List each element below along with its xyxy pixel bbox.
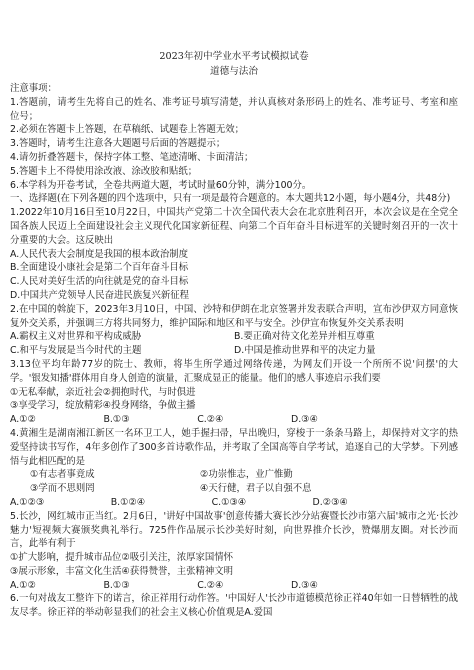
q3-option-c: C.②④ bbox=[197, 414, 224, 426]
q1-option-c: C.人民对美好生活的向往就是党的奋斗目标 bbox=[10, 276, 189, 288]
q5-option-c: C.②④ bbox=[197, 579, 224, 591]
q4-item: ①有志者事竟成 bbox=[30, 469, 95, 481]
note-item: 1.答题前，请考生先将自己的姓名、准考证号填写清楚，并认真核对条形码上的姓名、准考证号、考室和座位号； bbox=[10, 96, 458, 122]
q4-item: ③学而不思则罔 bbox=[30, 483, 95, 495]
question-2-stem: 2.在中国的斡旋下，2023年3月10日，中国、沙特和伊朗在北京签署并发表联合声明，宣布沙伊双方同意恢复外交关系，并强调三方将共同努力，维护国际和地区和平与安全。沙伊宣布恢复外交关系表明 bbox=[10, 303, 458, 329]
q2-option-c: C.和平与发展是当今时代的主题 bbox=[10, 345, 142, 357]
q5-option-a: A.①② bbox=[10, 579, 37, 591]
note-item: 2.必须在答题卡上答题，在草稿纸、试题卷上答题无效； bbox=[10, 124, 244, 136]
q3-item-row: ③享受学习，绽放精彩④投身网络，争做主播 bbox=[10, 400, 196, 412]
q4-options bbox=[10, 496, 458, 510]
q1-option-b: B.全面建设小康社会是第二个百年奋斗目标 bbox=[10, 262, 189, 274]
note-item: 3.答题时，请考生注意各大题题号后面的答题提示； bbox=[10, 138, 226, 150]
note-item: 5.答题卡上不得使用涂改液、涂改胶和贴纸； bbox=[10, 165, 198, 177]
question-5-stem: 5.长沙，网红城市正当红。2月6日，'讲好中国故事'创意传播大赛长沙分站赛暨长沙市第六届'城市之光·长沙魅力'短视频大赛颁奖典礼举行。725件作品展示长沙美好时刻，向世界推介长沙，赞爆朋友圈。对长沙而言，此举有利于 bbox=[10, 510, 458, 550]
note-item: 4.请勿折叠答题卡，保持字体工整、笔迹清晰、卡面清洁； bbox=[10, 151, 254, 163]
q4-item: ④天行健，君子以自强不息 bbox=[200, 483, 312, 495]
q4-items-row bbox=[10, 468, 458, 482]
q1-option-a: A.人民代表大会制度是我国的根本政治制度 bbox=[10, 248, 188, 260]
q5-options bbox=[10, 579, 458, 593]
q3-option-d: D.③④ bbox=[290, 414, 318, 426]
q3-item-row: ①无私奉献，亲近社会②拥抱时代，与时俱进 bbox=[10, 386, 196, 398]
question-4-stem: 4.黄湘生是湖南湘江新区一名环卫工人，她手握扫帚，早出晚归，穿梭于一条条马路上，却保持对文字的热爱坚持读书写作，4年多创作了300多首诗歌作品，并考取了全国高等自学考试，追逐自己的大学梦。下列感悟与此相匹配的是 bbox=[10, 427, 458, 467]
question-3-stem: 3.13位平均年龄77岁的院士、教师，将毕生所学通过网络传递，为网友们开设一个所所不说'问摆'的大学。'银发知播'群体用自身人创造的演量，汇聚成显正的能量。他们的感人事迹启示我们要 bbox=[10, 358, 458, 384]
q1-option-d: D.中国共产党领导人民奋进民族复兴新征程 bbox=[10, 289, 189, 301]
q4-items-row bbox=[10, 482, 458, 496]
q5-item-row: ①扩大影响，提升城市品位②吸引关注，浓厚家国情怀 bbox=[10, 552, 234, 564]
question-1-stem: 1.2022年10月16日至10月22日，中国共产党第二十次全国代表大会在北京胜利召开，本次会议是在全党全国各族人民迈上全面建设社会主义现代化国家新征程、向第二个百年奋斗目标进军的关键时刻召开的一次十分重要的大会。这反映出 bbox=[10, 207, 458, 246]
exam-title: 2023年初中学业水平考试模拟试卷 bbox=[159, 51, 309, 62]
q2-options bbox=[10, 330, 458, 358]
q4-option-a: A.①②③ bbox=[10, 496, 45, 508]
exam-subject: 道德与法治 bbox=[210, 66, 258, 77]
q4-option-c: C.①③④ bbox=[211, 496, 247, 508]
q5-option-d: D.③④ bbox=[290, 579, 318, 591]
q4-option-b: B.①②④ bbox=[110, 496, 146, 508]
question-6-stem: 6.一句对战友工整许下的诺言，徐正祥用行动作答。'中国好人'长沙市道德模范徐正祥40年如一日替牺牲的战友尽孝。徐正祥的举动彰显我们的社会主义核心价值观是A.爱国 bbox=[10, 593, 458, 619]
q3-options bbox=[10, 413, 458, 427]
q3-option-a: A.①② bbox=[10, 414, 37, 426]
q2-option-b: B.要正确对待文化差异并相互尊重 bbox=[234, 331, 375, 343]
q4-option-d: D.②③④ bbox=[312, 496, 348, 508]
q2-option-d: D.中国是推动世界和平的决定力量 bbox=[234, 345, 376, 357]
q3-option-b: B.①③ bbox=[103, 414, 130, 426]
q5-option-b: B.①③ bbox=[103, 579, 130, 591]
section-heading: 一、选择题(在下列各题的四个选项中，只有一项是最符合题意的。本大题共12小题，每小题4分，共48分) bbox=[10, 193, 451, 205]
q2-option-a: A.霸权主义对世界和平构成威胁 bbox=[10, 331, 142, 343]
note-item: 6.本学科为开卷考试，全卷共两道大题，考试时量60分钟，满分100分。 bbox=[10, 179, 312, 191]
q5-item-row: ③展示形象，丰富文化生活④获得赞誉，主张精神文明 bbox=[10, 565, 234, 577]
notes-heading: 注意事项： bbox=[10, 83, 57, 94]
q4-item: ②功崇惟志，业广惟勤 bbox=[200, 469, 293, 481]
